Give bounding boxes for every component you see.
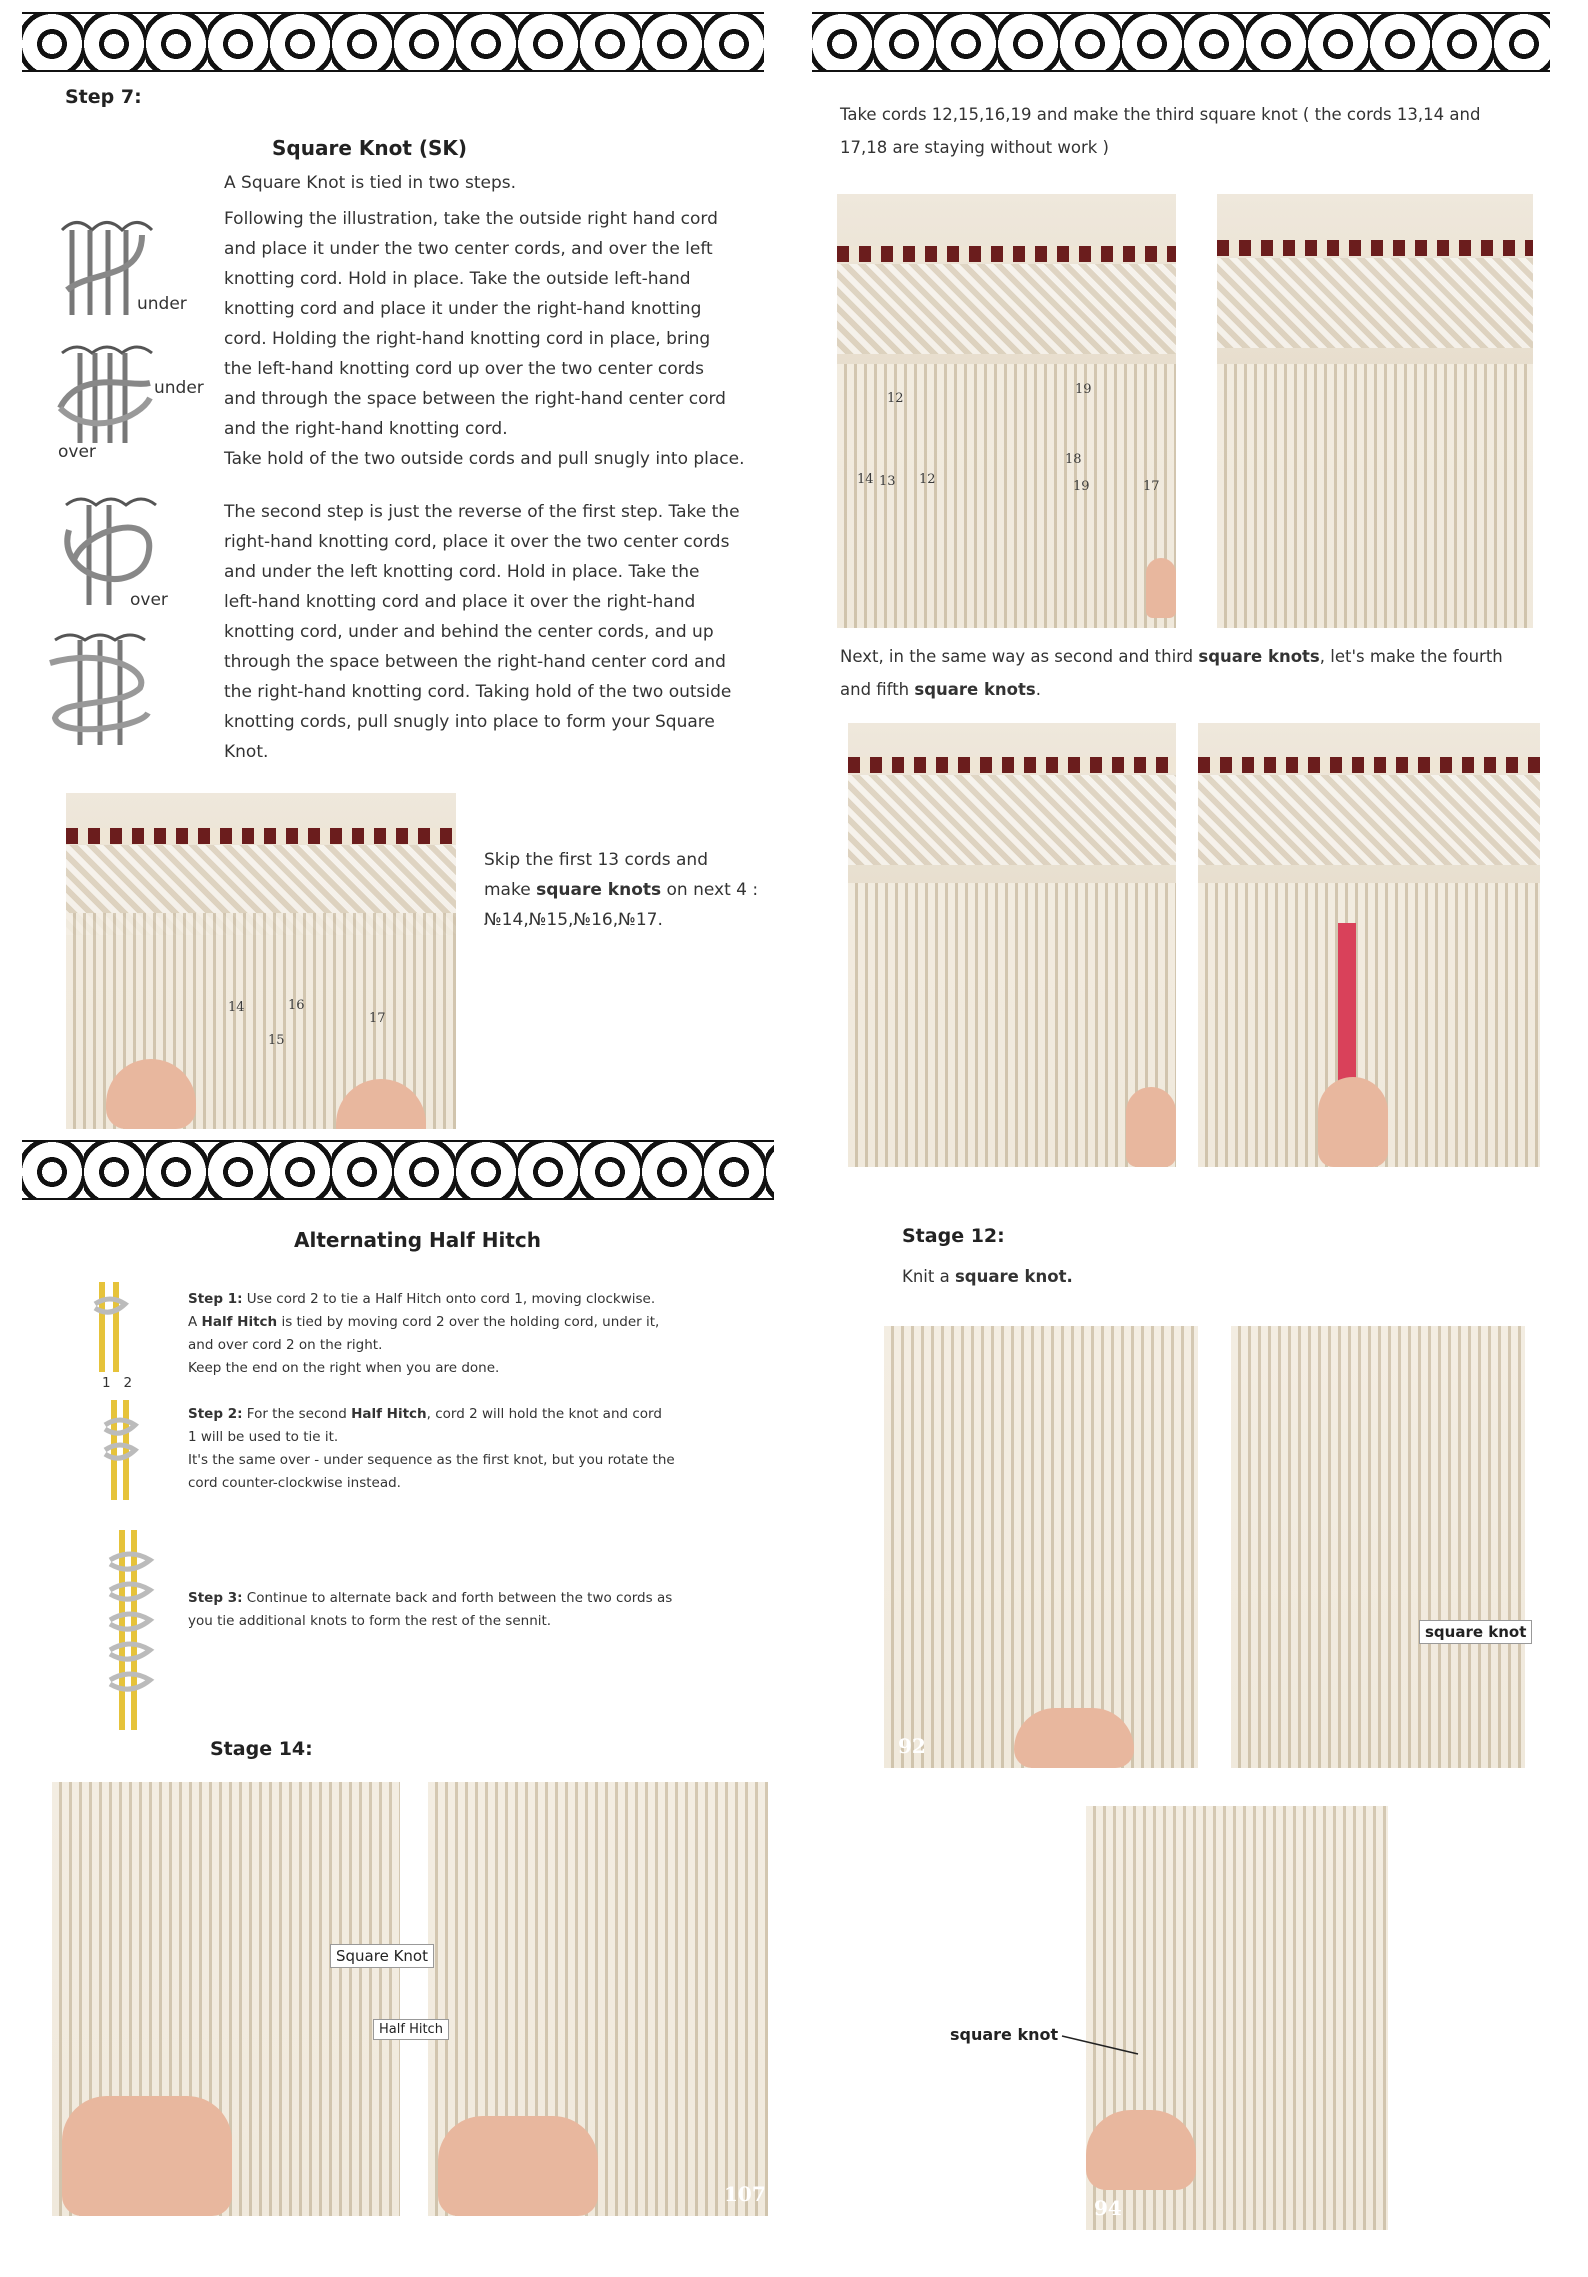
text-line: cord counter-clockwise instead. (188, 1475, 401, 1491)
photo-number: 94 (1094, 2196, 1122, 2220)
macrame-photo-skip-cords (66, 793, 456, 1129)
cord-label: 14 (228, 1000, 245, 1015)
cord-label: 19 (1075, 382, 1092, 397)
half-hitch-step1 (188, 1288, 748, 1380)
third-square-knot-intro (840, 98, 1550, 164)
cord-label: 12 (919, 472, 936, 487)
text-line: Step 1: Use cord 2 to tie a Half Hitch onto cord 1, moving clockwise. (188, 1291, 656, 1307)
text-line: knotting cord. Hold in place. Take the outside left-hand (224, 269, 691, 289)
square-knot-step1 (224, 204, 784, 474)
half-hitch-illustration-1 (90, 1282, 130, 1372)
cord-label: 16 (288, 998, 305, 1013)
text-line: Knot. (224, 742, 269, 762)
fifth-square-knot-photo (1198, 723, 1540, 1167)
half-hitch-label: Half Hitch (373, 2019, 449, 2040)
celtic-border-top-right (812, 12, 1550, 72)
cord-label: 15 (268, 1033, 285, 1048)
text-line: the left-hand knotting cord up over the two center cords (224, 359, 704, 379)
text-line: and through the space between the right-hand center cord (224, 389, 726, 409)
text-line: A Half Hitch is tied by moving cord 2 over the holding cord, under it, (188, 1314, 660, 1330)
text-line: The second step is just the reverse of the first step. Take the (224, 502, 740, 522)
square-knot-label: Square Knot (330, 1944, 434, 1968)
text-line: and fifth square knots. (840, 680, 1041, 699)
half-hitch-illustration-2 (100, 1400, 140, 1500)
cord-label: 12 (887, 391, 904, 406)
text-line: make square knots on next 4 : (484, 880, 759, 900)
cord-label: 19 (1073, 479, 1090, 494)
text-line: Step 2: For the second Half Hitch, cord 2 will hold the knot and cord (188, 1406, 662, 1422)
text-line: 17,18 are staying without work ) (840, 138, 1109, 157)
text-line: and over cord 2 on the right. (188, 1337, 383, 1353)
square-knot-intro: A Square Knot is tied in two steps. (224, 173, 517, 193)
square-knot-step2 (224, 497, 784, 767)
text-line: through the space between the right-hand center cord and (224, 652, 726, 672)
half-hitch-step2 (188, 1403, 748, 1495)
text-line: right-hand knotting cord, place it over the two center cords (224, 532, 730, 552)
half-hitch-step3 (188, 1587, 748, 1633)
label-over-2: over (130, 590, 168, 610)
square-knot-illustration-2 (50, 338, 160, 448)
text-line: Skip the first 13 cords and (484, 850, 708, 870)
stage-14-photo-right (428, 1782, 768, 2216)
celtic-border-middle-left (22, 1140, 774, 1200)
photo-number: 107 (724, 2182, 766, 2206)
alternating-half-hitch-title: Alternating Half Hitch (294, 1228, 541, 1252)
knit-square-knot-text: Knit a square knot. (902, 1267, 1073, 1286)
skip-cords-instruction (484, 845, 758, 935)
text-line: and place it under the two center cords, and over the left (224, 239, 713, 259)
text-line: It's the same over - under sequence as the first knot, but you rotate the (188, 1452, 675, 1468)
text-line: Step 3: Continue to alternate back and forth between the two cords as (188, 1590, 673, 1606)
cord-label: 17 (369, 1011, 386, 1026)
celtic-border-top-left (22, 12, 764, 72)
text-line: and under the left knotting cord. Hold in place. Take the (224, 562, 700, 582)
stage-12-photo-bottom (1086, 1806, 1388, 2230)
text-line: Keep the end on the right when you are done. (188, 1360, 500, 1376)
text-line: knotting cord and place it under the right-hand knotting (224, 299, 702, 319)
text-line: Take hold of the two outside cords and pull snugly into place. (224, 449, 745, 469)
label-over-1: over (58, 442, 96, 462)
text-line: Next, in the same way as second and third square knots, let's make the fourth (840, 647, 1503, 666)
text-line: cord. Holding the right-hand knotting cord in place, bring (224, 329, 711, 349)
cord-numbers: 1 2 (102, 1375, 133, 1391)
text-line: 1 will be used to tie it. (188, 1429, 339, 1445)
text-line: and the right-hand knotting cord. (224, 419, 508, 439)
text-line: left-hand knotting cord and place it over the right-hand (224, 592, 696, 612)
cord-label: 17 (1143, 479, 1160, 494)
text-line: №14,№15,№16,№17. (484, 910, 663, 930)
third-square-knot-photo-left (837, 194, 1176, 628)
text-line: knotting cord, under and behind the center cords, and up (224, 622, 714, 642)
stage-14-photo-left (52, 1782, 400, 2216)
stage-12-photo-right (1231, 1326, 1525, 1768)
half-hitch-illustration-3 (100, 1530, 160, 1730)
photo-number: 92 (898, 1734, 926, 1758)
text-line: you tie additional knots to form the rest of the sennit. (188, 1613, 552, 1629)
fourth-square-knot-photo (848, 723, 1176, 1167)
text-line: Take cords 12,15,16,19 and make the third square knot ( the cords 13,14 and (840, 105, 1481, 124)
stage-12-photo-left (884, 1326, 1198, 1768)
third-square-knot-photo-right (1217, 194, 1533, 628)
cord-label: 13 (879, 474, 896, 489)
pointer-line (1060, 2030, 1140, 2060)
stage-12-heading: Stage 12: (902, 1225, 1005, 1247)
square-knot-caption: square knot (950, 2025, 1059, 2044)
text-line: Following the illustration, take the outside right hand cord (224, 209, 718, 229)
label-under-1: under (137, 294, 187, 314)
square-knot-title: Square Knot (SK) (272, 136, 468, 160)
step-heading: Step 7: (65, 86, 142, 108)
cord-label: 14 (857, 472, 874, 487)
text-line: knotting cords, pull snugly into place to form your Square (224, 712, 715, 732)
label-under-2: under (154, 378, 204, 398)
fourth-fifth-knots-text (840, 640, 1550, 706)
cord-label: 18 (1065, 452, 1082, 467)
text-line: the right-hand knotting cord. Taking hold of the two outside (224, 682, 732, 702)
stage-14-heading: Stage 14: (210, 1738, 313, 1760)
square-knot-illustration-4 (40, 628, 160, 748)
square-knot-label: square knot (1419, 1620, 1532, 1644)
